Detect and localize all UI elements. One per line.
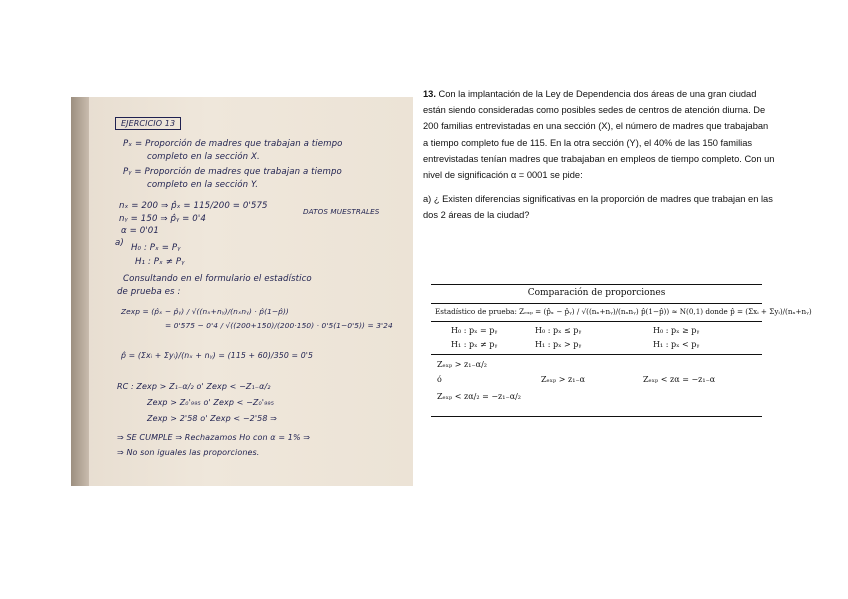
rejection-region-line-3: Zexp > 2'58 o' Zexp < −2'58 ⇒ xyxy=(147,414,277,423)
table-title: Comparación de proporciones xyxy=(431,284,762,304)
py-definition-line-2: completo en la sección Y. xyxy=(147,180,259,190)
table-divider xyxy=(431,354,762,355)
exercise-title: EJERCICIO 13 xyxy=(115,117,181,130)
px-definition-line-1: Pₓ = Proporción de madres que trabajan a tiempo xyxy=(123,139,343,149)
nx-line: nₓ = 200 ⇒ p̂ₓ = 115/200 = 0'575 xyxy=(119,201,268,211)
h0-two-sided: H₀ : pₓ = pᵧ xyxy=(451,326,498,335)
h1-right-sided: H₁ : pₓ > pᵧ xyxy=(535,340,582,349)
problem-paragraph xyxy=(423,86,775,183)
test-statistic-formula: Estadístico de prueba: Zₑₓₚ = (p̂ₓ − p̂ᵧ) / √((nₓ+nᵧ)/(nₓnᵧ) p̂(1−p̂)) ≈ N(0,1) donde p̂ = (Σxᵢ + Σyᵢ)/(nₓ+nᵧ) xyxy=(435,307,812,316)
conclusion-line-1: ⇒ SE CUMPLE ⇒ Rechazamos Ho con α = 1% ⇒ xyxy=(117,433,311,442)
photo-edge-shadow xyxy=(71,97,89,486)
rejection-region-line-1: RC : Zexp > Z₁₋α/₂ o' Zexp < −Z₁₋α/₂ xyxy=(117,382,271,391)
zexp-substitution: = 0'575 − 0'4 / √((200+150)/(200·150) · 0'5(1−0'5)) = 3'24 xyxy=(165,321,393,330)
h0-right-sided: H₀ : pₓ ≤ pᵧ xyxy=(535,326,582,335)
ny-line: nᵧ = 150 ⇒ p̂ᵧ = 0'4 xyxy=(119,214,206,224)
consult-line-2: de prueba es : xyxy=(117,287,181,297)
problem-text: Con la implantación de la Ley de Dependencia dos áreas de una gran ciudad están siendo consideradas como posibles sedes de centros de atención diurna. De 200 familias entrevistadas en una sección (X), el número de madres que trabajaban a tiempo completo fue de 115. En la otra sección (Y), el 40% de las 150 familias entrevistadas tenían madres que trabajaban en empleos de tiempo completo. Con un nivel de significación α = 0001 se pide: xyxy=(423,89,775,181)
rc-left-sided: Zₑₓₚ < zα = −z₁₋α xyxy=(643,375,716,384)
zexp-formula: Zexp = (p̂ₓ − p̂ᵧ) / √((nₓ+nᵧ)/(nₓnᵧ) · p̂(1−p̂)) xyxy=(121,307,289,316)
rc-two-sided-or: ó xyxy=(437,375,442,384)
rc-right-sided: Zₑₓₚ > z₁₋α xyxy=(541,375,586,384)
h1-hypothesis: H₁ : Pₓ ≠ Pᵧ xyxy=(135,257,185,267)
phat-formula: p̂ = (Σxᵢ + Σyᵢ)/(nₓ + nᵧ) = (115 + 60)/350 = 0'5 xyxy=(121,351,314,360)
rc-two-sided-upper: Zₑₓₚ > z₁₋α/₂ xyxy=(437,360,487,369)
rejection-region-line-2: Zexp > Z₀'₉₉₅ o' Zexp < −Z₀'₉₉₅ xyxy=(147,398,275,407)
problem-number: 13. xyxy=(423,89,436,99)
conclusion-line-2: ⇒ No son iguales las proporciones. xyxy=(117,448,260,457)
sample-data-label: DATOS MUESTRALES xyxy=(303,207,380,216)
handwritten-solution-photo xyxy=(71,97,413,486)
part-a-label: a) xyxy=(115,238,124,248)
py-definition-line-1: Pᵧ = Proporción de madres que trabajan a tiempo xyxy=(123,167,342,177)
proportion-comparison-table xyxy=(431,284,812,417)
table-bottom-rule xyxy=(431,416,762,417)
h1-left-sided: H₁ : pₓ < pᵧ xyxy=(653,340,700,349)
problem-statement xyxy=(423,86,775,224)
test-statistic-row xyxy=(431,303,812,322)
alpha-line: α = 0'01 xyxy=(121,226,159,236)
consult-line-1: Consultando en el formulario el estadístico xyxy=(123,274,312,284)
px-definition-line-2: completo en la sección X. xyxy=(147,152,260,162)
problem-question: a) ¿ Existen diferencias significativas en la proporción de madres que trabajan en las dos 2 áreas de la ciudad? xyxy=(423,194,773,221)
h0-hypothesis: H₀ : Pₓ = Pᵧ xyxy=(131,243,181,253)
rc-two-sided-lower: Zₑₓₚ < zα/₂ = −z₁₋α/₂ xyxy=(437,392,521,401)
h1-two-sided: H₁ : pₓ ≠ pᵧ xyxy=(451,340,498,349)
h0-left-sided: H₀ : pₓ ≥ pᵧ xyxy=(653,326,700,335)
